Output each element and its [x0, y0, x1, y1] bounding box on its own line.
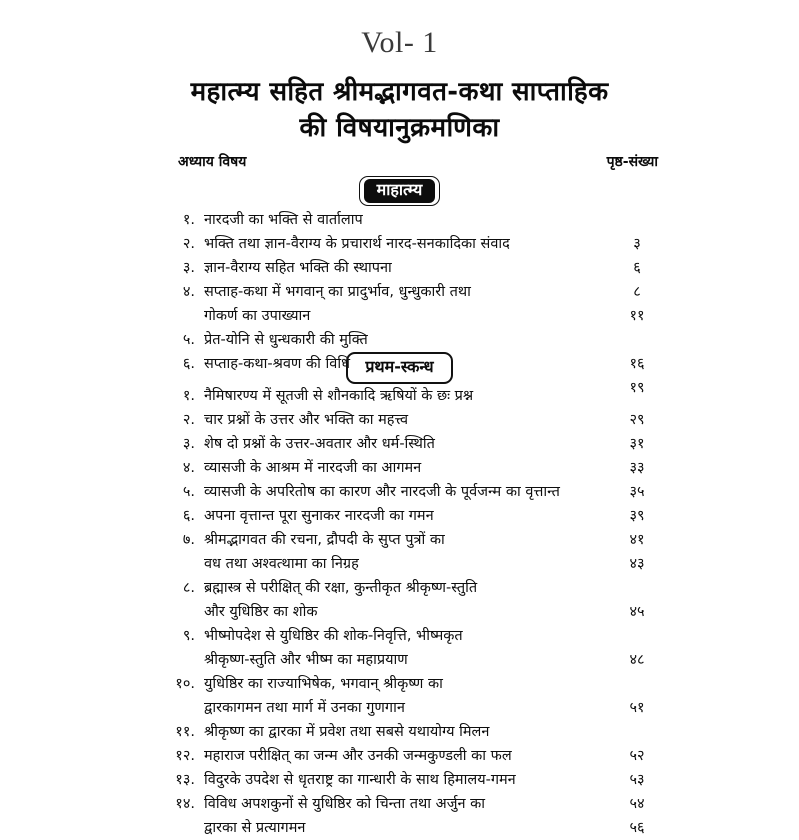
section-badge-label: माहात्म्य: [364, 179, 436, 203]
section-header-mahatmya: [0, 176, 799, 206]
toc-entry-page: ३९: [629, 508, 645, 524]
toc-entry-title-cont: द्वारकागमन तथा मार्ग में उनका गुणगान: [204, 700, 405, 716]
toc-entry-number: १४.: [175, 796, 195, 812]
section-badge-label: प्रथम-स्कन्ध: [352, 356, 446, 380]
title-line-2: की विषयानुक्रमणिका: [299, 113, 500, 143]
toc-entry-number: ४.: [182, 284, 195, 300]
toc-entry[interactable]: [168, 792, 660, 840]
column-headings: [178, 152, 658, 171]
toc-entry-page: ३: [633, 236, 641, 252]
toc-entry-title: व्यासजी के आश्रम में नारदजी का आगमन: [204, 460, 422, 476]
toc-entry-title: चार प्रश्नों के उत्तर और भक्ति का महत्त्व: [204, 412, 409, 428]
toc-entry-page: ४८: [629, 652, 645, 668]
toc-entry-title-cont: द्वारका से प्रत्यागमन: [204, 820, 306, 836]
toc-entry-title-cont: श्रीकृष्ण-स्तुति और भीष्म का महाप्रयाण: [204, 652, 408, 668]
toc-entry-number: २.: [182, 236, 195, 252]
toc-entry-title: भीष्मोपदेश से युधिष्ठिर की शोक-निवृत्ति, भीष्मकृत: [204, 628, 463, 644]
toc-entry-title-cont: गोकर्ण का उपाख्यान: [204, 308, 311, 324]
toc-entry-number: ३.: [182, 260, 195, 276]
toc-entry-title: विविध अपशकुनों से युधिष्ठिर को चिन्ता तथा अर्जुन का: [204, 796, 486, 812]
section-badge: [346, 352, 452, 384]
toc-entry-title: ज्ञान-वैराग्य सहित भक्ति की स्थापना: [204, 260, 392, 276]
toc-entry-page: ३३: [629, 460, 645, 476]
toc-entry[interactable]: [168, 624, 660, 672]
toc-entry-title-cont: और युधिष्ठिर का शोक: [204, 604, 318, 620]
toc-entry-title: श्रीकृष्ण का द्वारका में प्रवेश तथा सबसे यथायोग्य मिलन: [204, 724, 490, 740]
volume-label: Vol- 1: [361, 26, 438, 59]
toc-entry[interactable]: [168, 672, 660, 720]
toc-entry-number: ६.: [182, 508, 195, 524]
toc-list-pratham-skandh: [168, 384, 660, 840]
toc-entry-number: ४.: [182, 460, 195, 476]
title-line-1: महात्म्य सहित श्रीमद्भागवत-कथा साप्ताहिक: [190, 77, 609, 107]
toc-entry-number: ११.: [175, 724, 195, 740]
toc-entry[interactable]: [168, 280, 660, 328]
toc-entry-number: ३.: [182, 436, 195, 452]
toc-entry[interactable]: [168, 576, 660, 624]
toc-entry-number: १.: [182, 212, 195, 228]
toc-entry-page: ४५: [629, 604, 645, 620]
toc-entry-title: ब्रह्मास्त्र से परीक्षित् की रक्षा, कुन्तीकृत श्रीकृष्ण-स्तुति: [204, 580, 478, 596]
toc-entry-page: ५४: [629, 796, 645, 812]
toc-entry-number: १३.: [175, 772, 195, 788]
toc-entry-number: २.: [182, 412, 195, 428]
toc-entry-number: ८.: [182, 580, 195, 596]
toc-entry-title-cont: वध तथा अश्वत्थामा का निग्रह: [204, 556, 359, 572]
toc-entry-page: १९: [629, 380, 645, 396]
toc-entry-title: युधिष्ठिर का राज्याभिषेक, भगवान् श्रीकृष्ण का: [204, 676, 443, 692]
chapter-subject-heading: अध्याय विषय: [178, 154, 247, 170]
section-header-pratham-skandh: [0, 352, 799, 384]
toc-entry-number: ७.: [182, 532, 195, 548]
toc-entry-number: ५.: [182, 332, 195, 348]
toc-entry-page: ४१: [629, 532, 645, 548]
toc-entry[interactable]: [168, 528, 660, 576]
toc-entry-page: ४३: [629, 556, 645, 572]
toc-entry-number: १०.: [175, 676, 195, 692]
toc-entry-number: १.: [182, 388, 195, 404]
toc-entry-title: सप्ताह-कथा-श्रवण की विधि: [204, 356, 351, 372]
toc-entry-page: ३१: [629, 436, 645, 452]
toc-entry-title: भक्ति तथा ज्ञान-वैराग्य के प्रचारार्थ नारद-सनकादिका संवाद: [204, 236, 510, 252]
page-title: [0, 74, 799, 146]
toc-entry-title: विदुरके उपदेश से धृतराष्ट्र का गान्धारी के साथ हिमालय-गमन: [204, 772, 516, 788]
section-badge: [359, 176, 441, 206]
toc-entry-number: ५.: [182, 484, 195, 500]
toc-entry-title: अपना वृत्तान्त पूरा सुनाकर नारदजी का गमन: [204, 508, 434, 524]
toc-entry-title: श्रीमद्भागवत की रचना, द्रौपदी के सुप्त पुत्रों का: [204, 532, 445, 548]
toc-entry-title: शेष दो प्रश्नों के उत्तर-अवतार और धर्म-स्थिति: [204, 436, 435, 452]
toc-entry-page: १६: [629, 356, 645, 372]
page-number-heading: पृष्ठ-संख्या: [606, 154, 658, 170]
toc-entry-page: ५६: [629, 820, 645, 836]
toc-entry-page: ५३: [629, 772, 645, 788]
toc-entry-page: २९: [629, 412, 645, 428]
toc-entry-page: ५१: [629, 700, 645, 716]
toc-entry-title: व्यासजी के अपरितोष का कारण और नारदजी के पूर्वजन्म का वृत्तान्त: [204, 484, 560, 500]
toc-entry-title: महाराज परीक्षित् का जन्म और उनकी जन्मकुण्डली का फल: [204, 748, 512, 764]
toc-entry-page: ११: [629, 308, 645, 324]
toc-entry-page: ५२: [629, 748, 645, 764]
toc-entry-number: ९.: [182, 628, 195, 644]
toc-entry-page: ८: [633, 284, 641, 300]
toc-entry-title: नारदजी का भक्ति से वार्तालाप: [204, 212, 363, 228]
toc-entry-page: ६: [633, 260, 641, 276]
toc-entry-number: ६.: [182, 356, 195, 372]
toc-entry-title: नैमिषारण्य में सूतजी से शौनकादि ऋषियों के छः प्रश्न: [204, 388, 474, 404]
toc-entry-title: सप्ताह-कथा में भगवान् का प्रादुर्भाव, धुन्धुकारी तथा: [204, 284, 471, 300]
toc-entry-page: ३५: [629, 484, 645, 500]
toc-entry-number: १२.: [175, 748, 195, 764]
toc-entry-title: प्रेत-योनि से धुन्धकारी की मुक्ति: [204, 332, 368, 348]
